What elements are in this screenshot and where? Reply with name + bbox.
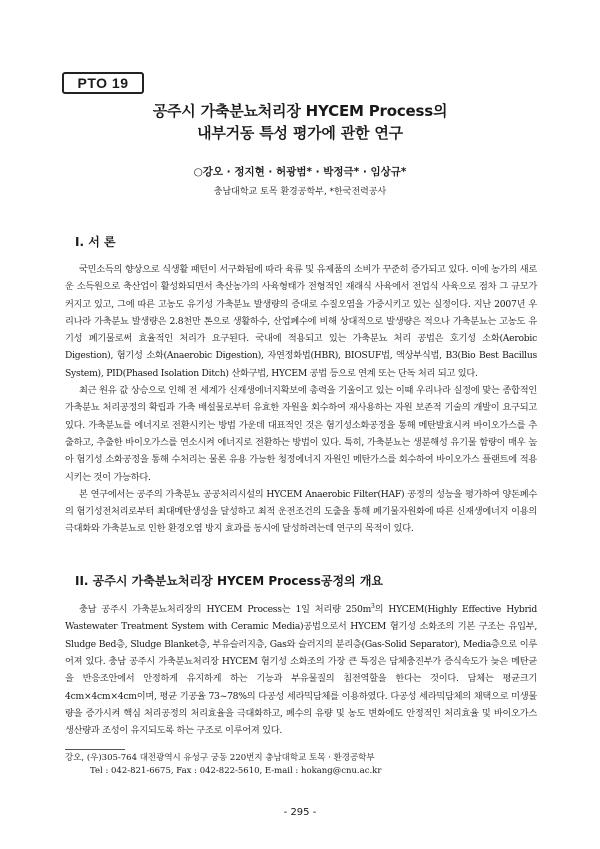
paper-title-line1: 공주시 가축분뇨처리장 HYCEM Process의 — [152, 102, 448, 120]
footnote-address: 강오, (우)305-764 대전광역시 유성구 궁동 220번지 충남대학교 토목 · 환경공학부 — [65, 753, 375, 763]
section2-text-b: 의 HYCEM(Highly Effective Hybrid Wastewater Treatment System with Ceramic Media)공법으로서 HYCEM 혐기성 소화조의 기본 구조는 유입부, Sludge Bed층, Sludge Blanket층, 부유슬러지층, Gas와 슬러지의 분리층(Gas-Solid Separator), Media층으로 이루어져 있다. 충남 공주시 가축분뇨처리장 HYCEM 혐기성 소화조의 가장 큰 특징은 담체충진부가 증식속도가 늦은 메탄균을 반응조안에서 안정하게 유지하게 하는 기능과 부유물질의 침전역할을 한다는 것이다. 담체는 평균크기 4cm×4cm×4cm이며, 평균 기공율 73~78%의 다공성 세라믹담체를 이용하였다. 다공성 세라믹담체의 채택으로 미생물량을 증가시켜 핵심 처리공정의 처리효율을 극대화하고, 폐수의 유량 및 농도 변화에도 안정적인 처리효율 및 바이오가스 생산량과 조성이 유지되도록 하는 구조로 이루어져 있다. — [65, 604, 537, 737]
superscript: 3 — [371, 603, 375, 610]
section2-heading: II. 공주시 가축분뇨처리장 HYCEM Process공정의 개요 — [75, 574, 384, 588]
affiliation: 충남대학교 토목 환경공학부, *한국전력공사 — [213, 187, 387, 197]
section2-text-a: 충남 공주시 가축분뇨처리장의 HYCEM Process는 1일 처리량 250m — [79, 604, 372, 616]
section1-paragraph: 국민소득의 향상으로 식생활 패턴이 서구화됨에 따라 육류 및 유제품의 소비가 꾸준히 증가되고 있다. 이에 농가의 새로운 소득원으로 축산업이 활성화되면서 축산농가의 사육형태가 전형적인 재래식 사육에서 전업식 사육으로 점차 그 규모가 커지고 있고, 그에 따른 고농도 유기성 가축분뇨 발생량의 증대로 수질오염을 가중시키고 있는 실정이다. 지난 2007년 우리나라 가축분뇨 발생량은 2.8천만 톤으로 생활하수, 산업폐수에 비해 상대적으로 발생량은 적으나 가축분뇨는 고농도 유기성 폐기물로써 효율적인 처리가 요구된다. 국내에 적용되고 있는 가축분뇨 처리 공법은 호기성 소화(Aerobic Digestion), 혐기성 소화(Anaerobic Digestion), 자연정화법(HBR), BIOSUF법, 액상부식법, B3(Bio Best Bacillus System), PID(Phased Isolation Ditch) 산화구법, HYCEM 공법 등으로 연계 또는 단독 처리 되고 있다. — [65, 264, 537, 379]
section2-paragraph — [65, 598, 537, 739]
footnote-divider — [65, 749, 125, 750]
footnote — [65, 752, 381, 778]
section1-heading: I. 서 론 — [75, 235, 116, 249]
section2-body — [65, 598, 537, 739]
footnote-contact: Tel : 042-821-6675, Fax : 042-822-5610, E-mail : hokang@cnu.ac.kr — [90, 766, 382, 776]
section1-body — [65, 261, 537, 538]
paper-title-line2: 내부거동 특성 평가에 관한 연구 — [197, 124, 403, 142]
section1-paragraph: 최근 원유 값 상승으로 인해 전 세계가 신재생에너지확보에 총력을 기울이고 있는 이때 우리나라 실정에 맞는 종합적인 가축분뇨 처리공정의 확립과 가축 배설물로부터 유효한 자원을 회수하여 재사용하는 자원 보존적 기술의 개발이 요구되고 있다. 가축분뇨를 에너지로 전환시키는 방법 가운데 대표적인 것은 혐기성소화공정을 통해 메탄발효시켜 바이오가스를 추출하고, 추출한 바이오가스를 연소시켜 에너지로 전환하는 방법이 있다. 특히, 가축분뇨는 생분해성 유기물 함량이 매우 높아 혐기성 소화공정을 통해 수처리는 물론 유용 가능한 청정에너지 자원인 메탄가스를 회수하여 바이오가스 플랜트에 적용시키는 것이 가능하다. — [65, 385, 537, 483]
section1-paragraph: 본 연구에서는 공주의 가축분뇨 공공처리시설의 HYCEM Anaerobic Filter(HAF) 공정의 성능을 평가하여 양돈폐수의 혐기성전처리로부터 최대메탄생성을 달성하고 최적 운전조건의 도출을 통해 폐기물자원화에 따른 신재생에너지 이용의 극대화와 가축분뇨로 인한 환경오염 방지 효과를 동시에 달성하려는데 연구의 목적이 있다. — [65, 488, 537, 535]
author-list: ○강오 · 정지현 · 허광범* · 박정극* · 임상규* — [193, 166, 407, 178]
page-number: - 295 - — [283, 807, 317, 818]
session-badge: PTO 19 — [62, 72, 144, 94]
